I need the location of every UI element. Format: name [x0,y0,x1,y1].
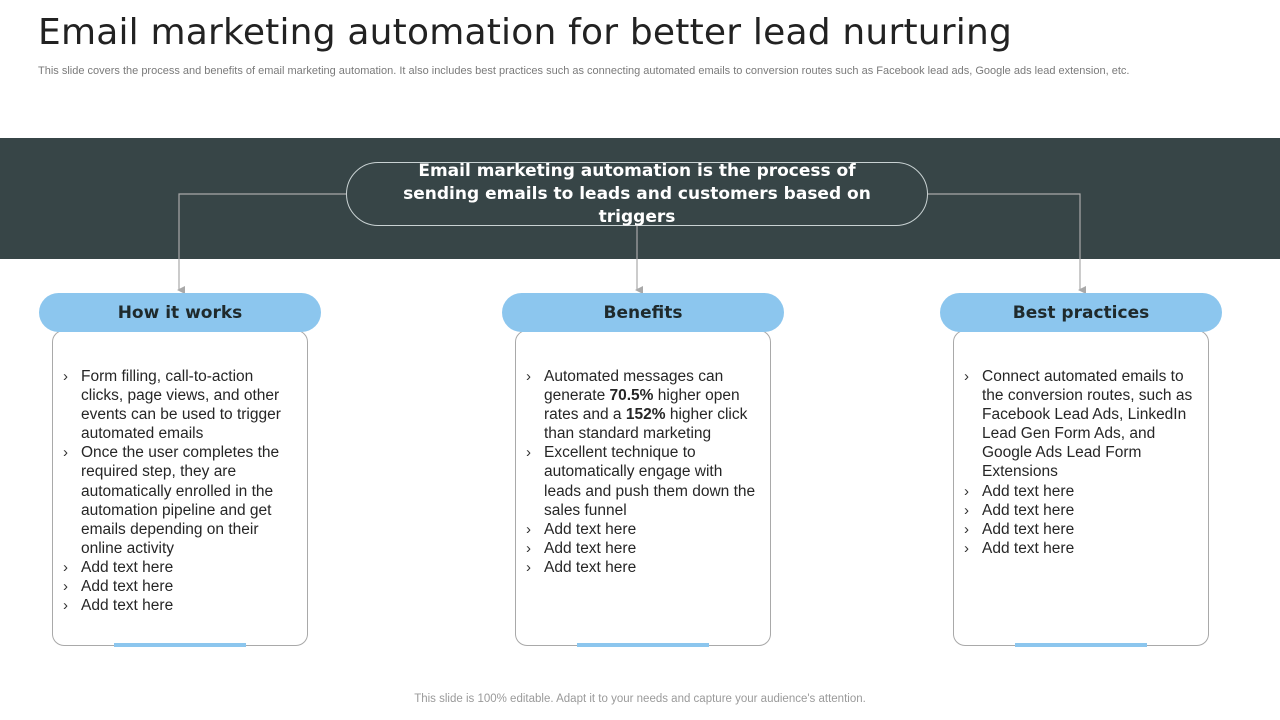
bullet-text: Add text here [544,539,637,557]
chevron-right-icon: › [964,501,969,519]
slide-subtitle: This slide covers the process and benefits of email marketing automation. It also includes best practices such as connecting automated emails to conversion routes such as Facebook lead ads, Google ads lead extension, etc. [38,65,1130,77]
heading-benefits: Benefits [502,293,784,332]
chevron-right-icon: › [526,444,531,462]
list-item [526,520,756,539]
slide-title: Email marketing automation for better lead nurturing [38,12,1013,53]
list-item [63,577,293,596]
bullet-text: higher click than standard marketing [544,406,748,443]
bullet-text: Automated messages can generate [544,368,724,405]
chevron-right-icon: › [964,368,969,385]
card-accent-bar [577,643,709,647]
bullet-text: Add text here [81,578,174,596]
list-item [63,596,293,615]
highlight-stat: 70.5% [609,387,654,405]
chevron-right-icon: › [63,368,68,385]
bullet-text: Add text here [544,558,637,576]
bullet-text: Add text here [982,501,1075,519]
chevron-right-icon: › [964,482,969,500]
list-item [964,520,1194,539]
chevron-right-icon: › [964,520,969,538]
bullet-text: Connect automated emails to the conversion routes, such as Facebook Lead Ads, LinkedIn Lead Gen Form Ads, and Google Ads Lead Form Extensions [982,368,1193,481]
chevron-right-icon: › [63,597,68,615]
list-item [526,558,756,577]
list-item [63,443,293,558]
list-item [964,367,1194,482]
chevron-right-icon: › [526,368,531,385]
list-item [526,539,756,558]
card-accent-bar [1015,643,1147,647]
highlight-stat: 152% [625,406,666,424]
card-how-it-works [52,330,308,646]
bullet-list [516,331,770,577]
bullet-text: Add text here [982,539,1075,557]
list-item [964,539,1194,558]
list-item [63,367,293,443]
bullet-text: Add text here [982,520,1075,538]
card-benefits [515,330,771,646]
footer-note: This slide is 100% editable. Adapt it to your needs and capture your audience's attention. [414,693,866,705]
chevron-right-icon: › [63,444,68,462]
bullet-text: Add text here [81,558,174,576]
list-item [526,367,756,443]
list-item [964,501,1194,520]
list-item [63,558,293,577]
bullet-text: Once the user completes the required step, they are automatically enrolled in the automation pipeline and get emails depending on their online activity [81,444,280,557]
bullet-text: Excellent technique to automatically engage with leads and push them down the sales funnel [544,444,756,519]
chevron-right-icon: › [63,558,68,576]
chevron-right-icon: › [526,520,531,538]
bullet-text: Form filling, call-to-action clicks, page views, and other events can be used to trigger automated emails [81,368,281,443]
heading-best-practices: Best practices [940,293,1222,332]
bullet-text: higher open rates and a [544,387,740,424]
chevron-right-icon: › [526,539,531,557]
chevron-right-icon: › [526,558,531,576]
list-item [964,482,1194,501]
bullet-list [954,331,1208,558]
heading-how-it-works: How it works [39,293,321,332]
chevron-right-icon: › [63,578,68,596]
bullet-text: Add text here [81,597,174,615]
card-best-practices [953,330,1209,646]
central-definition-node: Email marketing automation is the process of sending emails to leads and customers based on triggers [346,162,928,226]
chevron-right-icon: › [964,539,969,557]
card-accent-bar [114,643,246,647]
bullet-text: Add text here [982,482,1075,500]
list-item [526,443,756,519]
bullet-text: Add text here [544,520,637,538]
bullet-list [53,331,307,615]
